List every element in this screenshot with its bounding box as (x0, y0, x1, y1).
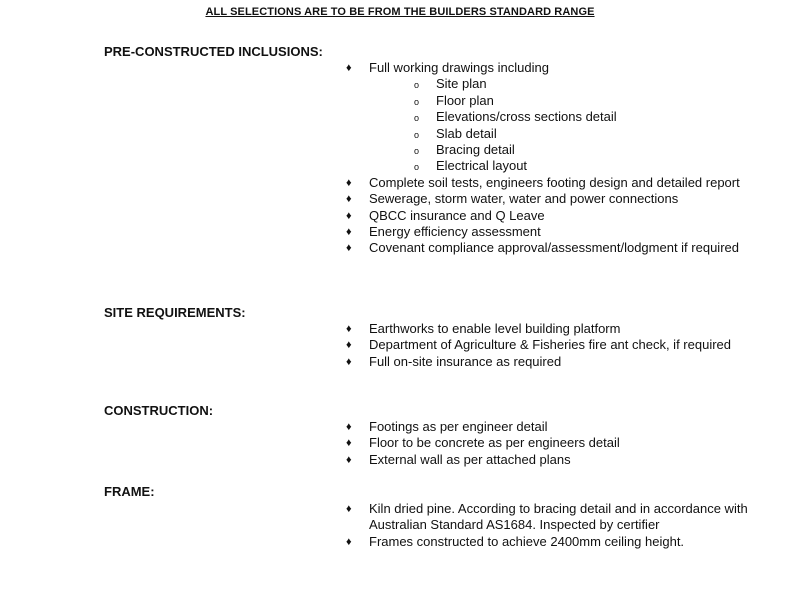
sub-list-item (369, 158, 749, 174)
section-heading-site-requirements: SITE REQUIREMENTS: (104, 305, 246, 320)
drawings-sublist (369, 76, 749, 174)
frame-list (346, 501, 749, 550)
sub-list-item-text: Slab detail (436, 125, 497, 141)
diamond-bullet-icon: ♦ (346, 339, 352, 352)
list-item-text: Floor to be concrete as per engineers detail (369, 435, 620, 451)
list-item (346, 501, 749, 534)
diamond-bullet-icon: ♦ (346, 193, 352, 206)
sub-list-item (369, 76, 749, 92)
sub-list-item (369, 142, 749, 158)
list-item-text: External wall as per attached plans (369, 451, 571, 467)
list-item (346, 419, 749, 435)
sub-list-item-text: Electrical layout (436, 158, 528, 174)
sub-list-item (369, 109, 749, 125)
list-item-text: Frames constructed to achieve 2400mm ceiling height. (369, 533, 685, 549)
list-item (346, 435, 749, 451)
circle-bullet-icon: o (414, 113, 420, 124)
list-item-text: Covenant compliance approval/assessment/lodgment if required (369, 240, 739, 256)
circle-bullet-icon: o (414, 80, 420, 91)
diamond-bullet-icon: ♦ (346, 242, 352, 255)
construction-list (346, 419, 749, 468)
list-item-text: Earthworks to enable level building platform (369, 321, 621, 336)
list-item (346, 240, 749, 256)
diamond-bullet-icon: ♦ (346, 503, 352, 515)
diamond-bullet-icon: ♦ (346, 437, 352, 450)
diamond-bullet-icon: ♦ (346, 535, 352, 548)
list-item (346, 60, 749, 175)
list-item (346, 354, 749, 370)
site-requirements-list (346, 321, 749, 370)
list-item-text: Department of Agriculture & Fisheries fire ant check, if required (369, 337, 731, 353)
sub-list-item-text: Elevations/cross sections detail (436, 109, 617, 125)
section-heading-pre-constructed: PRE-CONSTRUCTED INCLUSIONS: (104, 44, 323, 59)
sub-list-item-text: Floor plan (436, 92, 494, 108)
document-title: ALL SELECTIONS ARE TO BE FROM THE BUILDERS STANDARD RANGE (205, 6, 595, 18)
list-item (346, 321, 749, 337)
sub-list-item (369, 126, 749, 142)
sub-list-item (369, 93, 749, 109)
list-item-text: Complete soil tests, engineers footing design and detailed report (369, 174, 740, 190)
section-heading-frame: FRAME: (104, 484, 155, 499)
list-item-text: QBCC insurance and Q Leave (369, 207, 545, 223)
list-item (346, 534, 749, 550)
list-item-text: Full on-site insurance as required (369, 353, 562, 369)
list-item-text: Footings as per engineer detail (369, 419, 548, 434)
diamond-bullet-icon: ♦ (346, 176, 352, 189)
sub-list-item-text: Bracing detail (436, 142, 515, 158)
pre-constructed-list (346, 60, 749, 257)
circle-bullet-icon: o (414, 146, 420, 157)
circle-bullet-icon: o (414, 162, 420, 173)
list-item (346, 191, 749, 207)
list-item (346, 208, 749, 224)
diamond-bullet-icon: ♦ (346, 323, 352, 335)
diamond-bullet-icon: ♦ (346, 62, 352, 74)
diamond-bullet-icon: ♦ (346, 421, 352, 433)
section-heading-construction: CONSTRUCTION: (104, 403, 214, 418)
diamond-bullet-icon: ♦ (346, 209, 352, 222)
list-item (346, 224, 749, 240)
circle-bullet-icon: o (414, 96, 420, 107)
diamond-bullet-icon: ♦ (346, 453, 352, 466)
list-item (346, 337, 749, 353)
list-item (346, 452, 749, 468)
list-item-text: Sewerage, storm water, water and power connections (369, 191, 679, 207)
diamond-bullet-icon: ♦ (346, 226, 352, 239)
sub-list-item-text: Site plan (436, 76, 487, 92)
list-item-text: Energy efficiency assessment (369, 224, 541, 240)
diamond-bullet-icon: ♦ (346, 355, 352, 368)
list-item-text: Kiln dried pine. According to bracing detail and in accordance with Australian Standard AS1684. Inspected by certifier (369, 501, 748, 533)
circle-bullet-icon: o (414, 129, 420, 140)
list-item (346, 175, 749, 191)
list-item-text: Full working drawings including (369, 60, 549, 75)
